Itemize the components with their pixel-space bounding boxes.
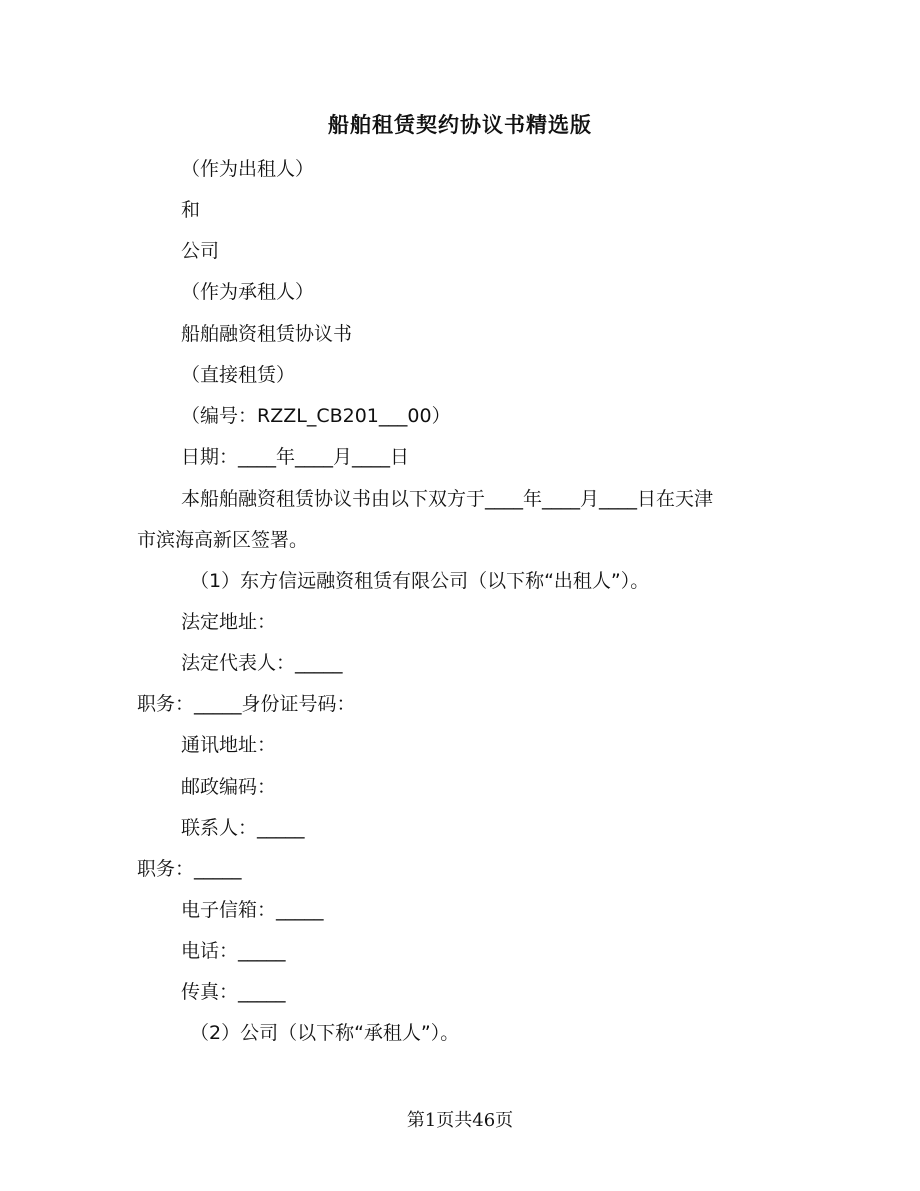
party-lessor-role: （作为出租人） — [181, 158, 315, 180]
lessee-heading: （2）公司（以下称“承租人”）。 — [190, 1022, 460, 1044]
party-company: 公司 — [181, 240, 220, 262]
lease-type: （直接租赁） — [181, 364, 296, 386]
lessor-postal-code: 邮政编码： — [181, 776, 277, 798]
lessor-fax: 传真：_____ — [181, 981, 286, 1003]
lessor-phone: 电话：_____ — [181, 940, 286, 962]
preamble-line-2: 市滨海高新区签署。 — [137, 529, 309, 551]
agreement-name: 船舶融资租赁协议书 — [181, 323, 353, 345]
preamble-line-1: 本船舶融资租赁协议书由以下双方于____年____月____日在天津 — [181, 488, 714, 510]
agreement-date: 日期：____年____月____日 — [181, 446, 410, 468]
page-number-footer: 第1页共46页 — [406, 1110, 514, 1131]
lessor-contact-person: 联系人：_____ — [181, 817, 305, 839]
lessor-legal-representative: 法定代表人：_____ — [181, 652, 343, 674]
lessor-email: 电子信箱：_____ — [181, 899, 324, 921]
party-lessee-role: （作为承租人） — [181, 281, 315, 303]
lessor-position-id: 职务：_____身份证号码： — [137, 693, 356, 715]
lessor-heading: （1）东方信远融资租赁有限公司（以下称“出租人”）。 — [190, 570, 650, 592]
lessor-legal-address: 法定地址： — [181, 611, 277, 633]
document-title: 船舶租赁契约协议书精选版 — [328, 112, 592, 137]
lessor-mailing-address: 通讯地址： — [181, 734, 277, 756]
agreement-number: （编号：RZZL_CB201___00） — [181, 405, 451, 427]
conjunction-and: 和 — [181, 199, 201, 221]
lessor-contact-position: 职务：_____ — [137, 858, 242, 880]
